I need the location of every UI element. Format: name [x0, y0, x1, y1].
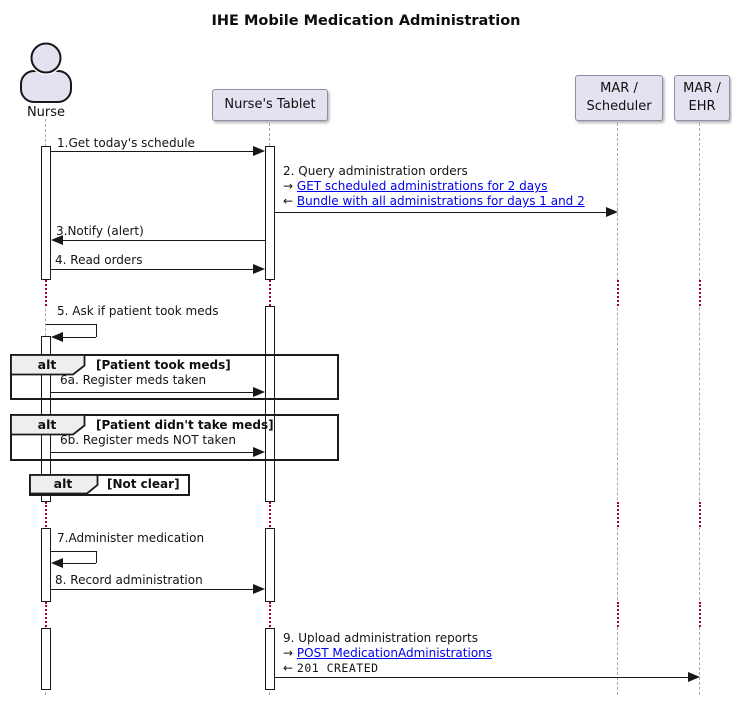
alt-fragment-1-keyword: alt [37, 357, 57, 372]
participant-nurse-label: Nurse [26, 105, 66, 120]
message-2-response [283, 194, 585, 208]
message-9-label: 9. Upload administration reports [283, 631, 479, 645]
nurse-actor-icon [19, 42, 73, 104]
message-8-line [51, 589, 261, 590]
message-8-arrowhead [253, 584, 265, 594]
participant-ehr-label-line2: EHR [688, 99, 716, 114]
message-8-label: 8. Record administration [55, 573, 203, 587]
message-3-label: 3.Notify (alert) [56, 224, 144, 238]
message-1-arrowhead [253, 146, 265, 156]
alt-fragment-1-guard: [Patient took meds] [96, 358, 231, 372]
message-3-arrowhead [51, 235, 63, 245]
response-arrow-glyph: ← [283, 194, 294, 208]
message-5-label: 5. Ask if patient took meds [57, 304, 219, 318]
alt-fragment-3-keyword: alt [53, 476, 73, 491]
delay-band-a-scheduler [614, 280, 622, 306]
message-4-line [51, 269, 261, 270]
request-arrow-glyph: → [283, 646, 294, 660]
message-5-arrowhead [51, 332, 63, 342]
nurse-activation-4 [41, 628, 51, 690]
alt-fragment-2-keyword: alt [37, 417, 57, 432]
tablet-activation-3 [265, 528, 275, 602]
message-6b-arrowhead [253, 447, 265, 457]
message-2-response-link[interactable]: Bundle with all administrations for days 1 and 2 [296, 194, 585, 208]
delay-band-c-nurse [42, 602, 50, 627]
message-1-line [51, 151, 261, 152]
alt-fragment-3-guard: [Not clear] [107, 477, 180, 491]
message-2-request-link[interactable]: GET scheduled administrations for 2 days [296, 179, 548, 193]
message-9-response [283, 661, 379, 675]
nurse-activation-1 [41, 146, 51, 280]
message-9-line [275, 677, 695, 678]
message-9-request-link[interactable]: POST MedicationAdministrations [296, 646, 493, 660]
request-arrow-glyph: → [283, 179, 294, 193]
delay-band-b-ehr [696, 502, 704, 527]
response-arrow-glyph: ← [283, 661, 294, 675]
delay-band-c-ehr [696, 602, 704, 627]
participant-tablet-label: Nurse's Tablet [224, 96, 316, 112]
message-2-request [283, 179, 547, 193]
delay-band-a-tablet [266, 280, 274, 306]
delay-band-b-tablet [266, 502, 274, 527]
participant-scheduler-label-line2: Scheduler [586, 99, 652, 114]
participant-scheduler [575, 75, 663, 121]
participant-ehr [674, 75, 730, 121]
message-9-response-status: 201 CREATED [296, 661, 379, 675]
tablet-activation-4 [265, 628, 275, 690]
message-6a-label: 6a. Register meds taken [60, 373, 207, 387]
delay-band-a-nurse [42, 280, 50, 306]
message-2-line [275, 212, 613, 213]
delay-band-c-scheduler [614, 602, 622, 627]
nurse-activation-3 [41, 528, 51, 602]
participant-scheduler-label-line1: MAR / [600, 80, 638, 96]
tablet-activation-2 [265, 306, 275, 502]
delay-band-c-tablet [266, 602, 274, 627]
message-4-arrowhead [253, 264, 265, 274]
message-6a-line [51, 392, 261, 393]
alt-fragment-2-guard: [Patient didn't take meds] [96, 418, 274, 432]
delay-band-a-ehr [696, 280, 704, 306]
message-7-loop-side [96, 551, 97, 563]
message-9-request [283, 646, 492, 660]
message-5-loop-top [46, 324, 96, 325]
participant-ehr-label-line1: MAR / [683, 80, 721, 96]
participant-tablet [212, 89, 328, 121]
message-6b-line [51, 452, 261, 453]
message-7-arrowhead [51, 558, 63, 568]
message-5-loop-side [96, 324, 97, 337]
message-2-label: 2. Query administration orders [283, 164, 468, 178]
alt-fragment-3 [29, 474, 190, 496]
message-3-line [58, 240, 265, 241]
message-6b-label: 6b. Register meds NOT taken [60, 433, 236, 447]
diagram-title: IHE Mobile Medication Administration [211, 13, 521, 29]
message-7-label: 7.Administer medication [57, 531, 205, 545]
message-6a-arrowhead [253, 387, 265, 397]
message-1-label: 1.Get today's schedule [57, 136, 195, 150]
delay-band-b-scheduler [614, 502, 622, 527]
message-4-label: 4. Read orders [55, 253, 143, 267]
message-7-loop-top [51, 551, 96, 552]
delay-band-b-nurse [42, 502, 50, 527]
tablet-activation-1 [265, 146, 275, 280]
message-2-arrowhead [606, 207, 618, 217]
message-9-arrowhead [688, 672, 700, 682]
